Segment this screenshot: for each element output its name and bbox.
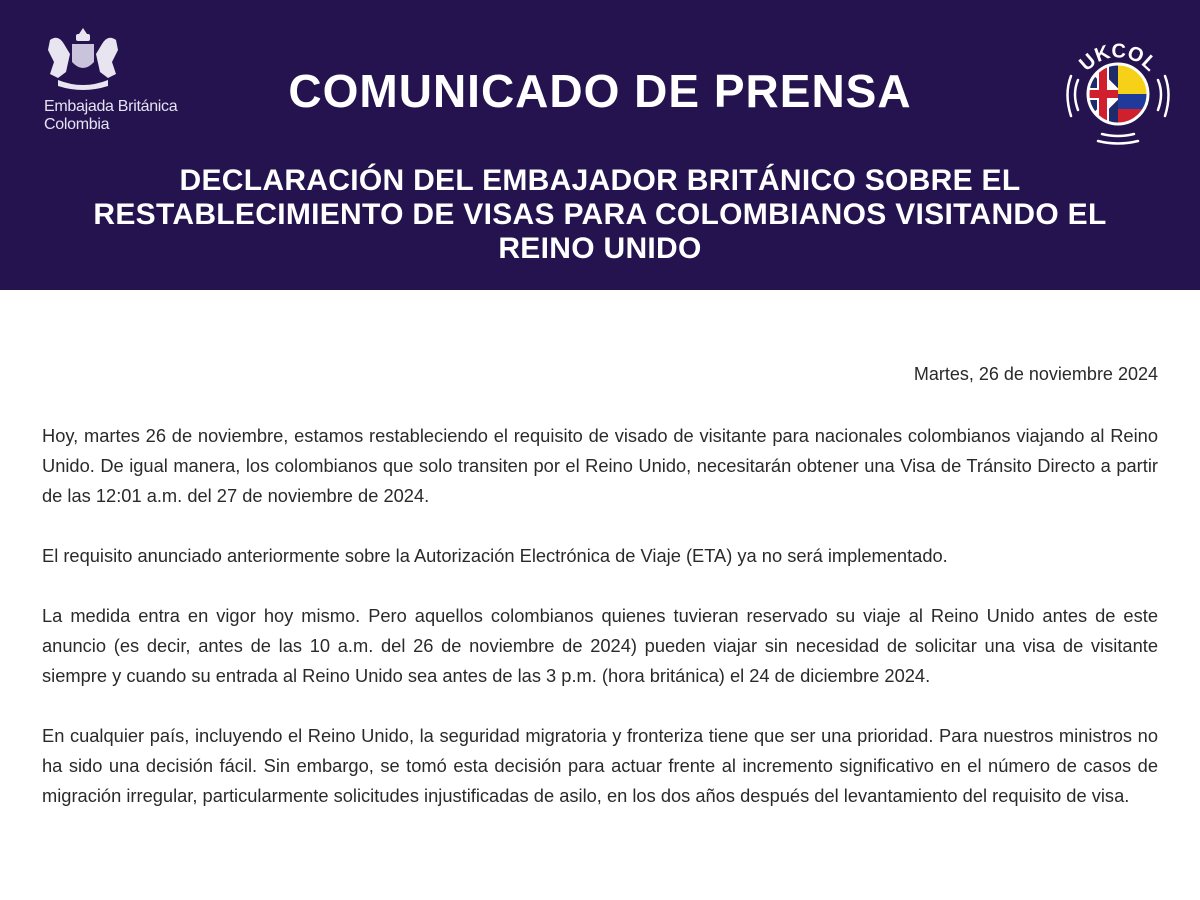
embassy-name-line2: Colombia [44, 116, 110, 133]
press-header [0, 0, 1200, 290]
paragraph: La medida entra en vigor hoy mismo. Pero aquellos colombianos quienes tuvieran reservado su viaje al Reino Unido antes de este anuncio (es decir, antes de las 10 a.m. del 26 de noviembre de 2024) pueden viajar sin necesidad de solicitar una visa de visitante siempre y cuando su entrada al Reino Unido sea antes de las 3 p.m. (hora británica) el 24 de diciembre 2024. [42, 605, 1158, 686]
paragraph: En cualquier país, incluyendo el Reino Unido, la seguridad migratoria y fronteriza tiene que ser una prioridad. Para nuestros ministros no ha sido una decisión fácil. Sin embargo, se tomó esta decisión para actuar frente al incremento significativo en el número de casos de migración irregular, particularmente solicitudes injustificadas de asilo, en los dos años después del levantamiento del requisito de visa. [42, 725, 1158, 806]
page-title: COMUNICADO DE PRENSA [288, 65, 912, 117]
paragraph: Hoy, martes 26 de noviembre, estamos restableciendo el requisito de visado de visitante para nacionales colombianos viajando al Reino Unido. De igual manera, los colombianos que solo transiten por el Reino Unido, necesitarán obtener una Visa de Tránsito Directo a partir de las 12:01 a.m. del 27 de noviembre de 2024. [42, 425, 1158, 506]
ukcol-logo-text: UKCOL [1075, 40, 1161, 76]
embassy-name-line1: Embajada Británica [44, 98, 178, 115]
paragraph: El requisito anunciado anteriormente sobre la Autorización Electrónica de Viaje (ETA) ya no será implementado. [42, 545, 948, 566]
press-release-date: Martes, 26 de noviembre 2024 [913, 364, 1158, 384]
press-release-body [42, 421, 1158, 841]
ukcol-logo [1058, 30, 1178, 150]
press-release-headline: DECLARACIÓN DEL EMBAJADOR BRITÁNICO SOBRE EL RESTABLECIMIENTO DE VISAS PARA COLOMBIANOS VISITANDO EL REINO UNIDO [93, 164, 1107, 265]
